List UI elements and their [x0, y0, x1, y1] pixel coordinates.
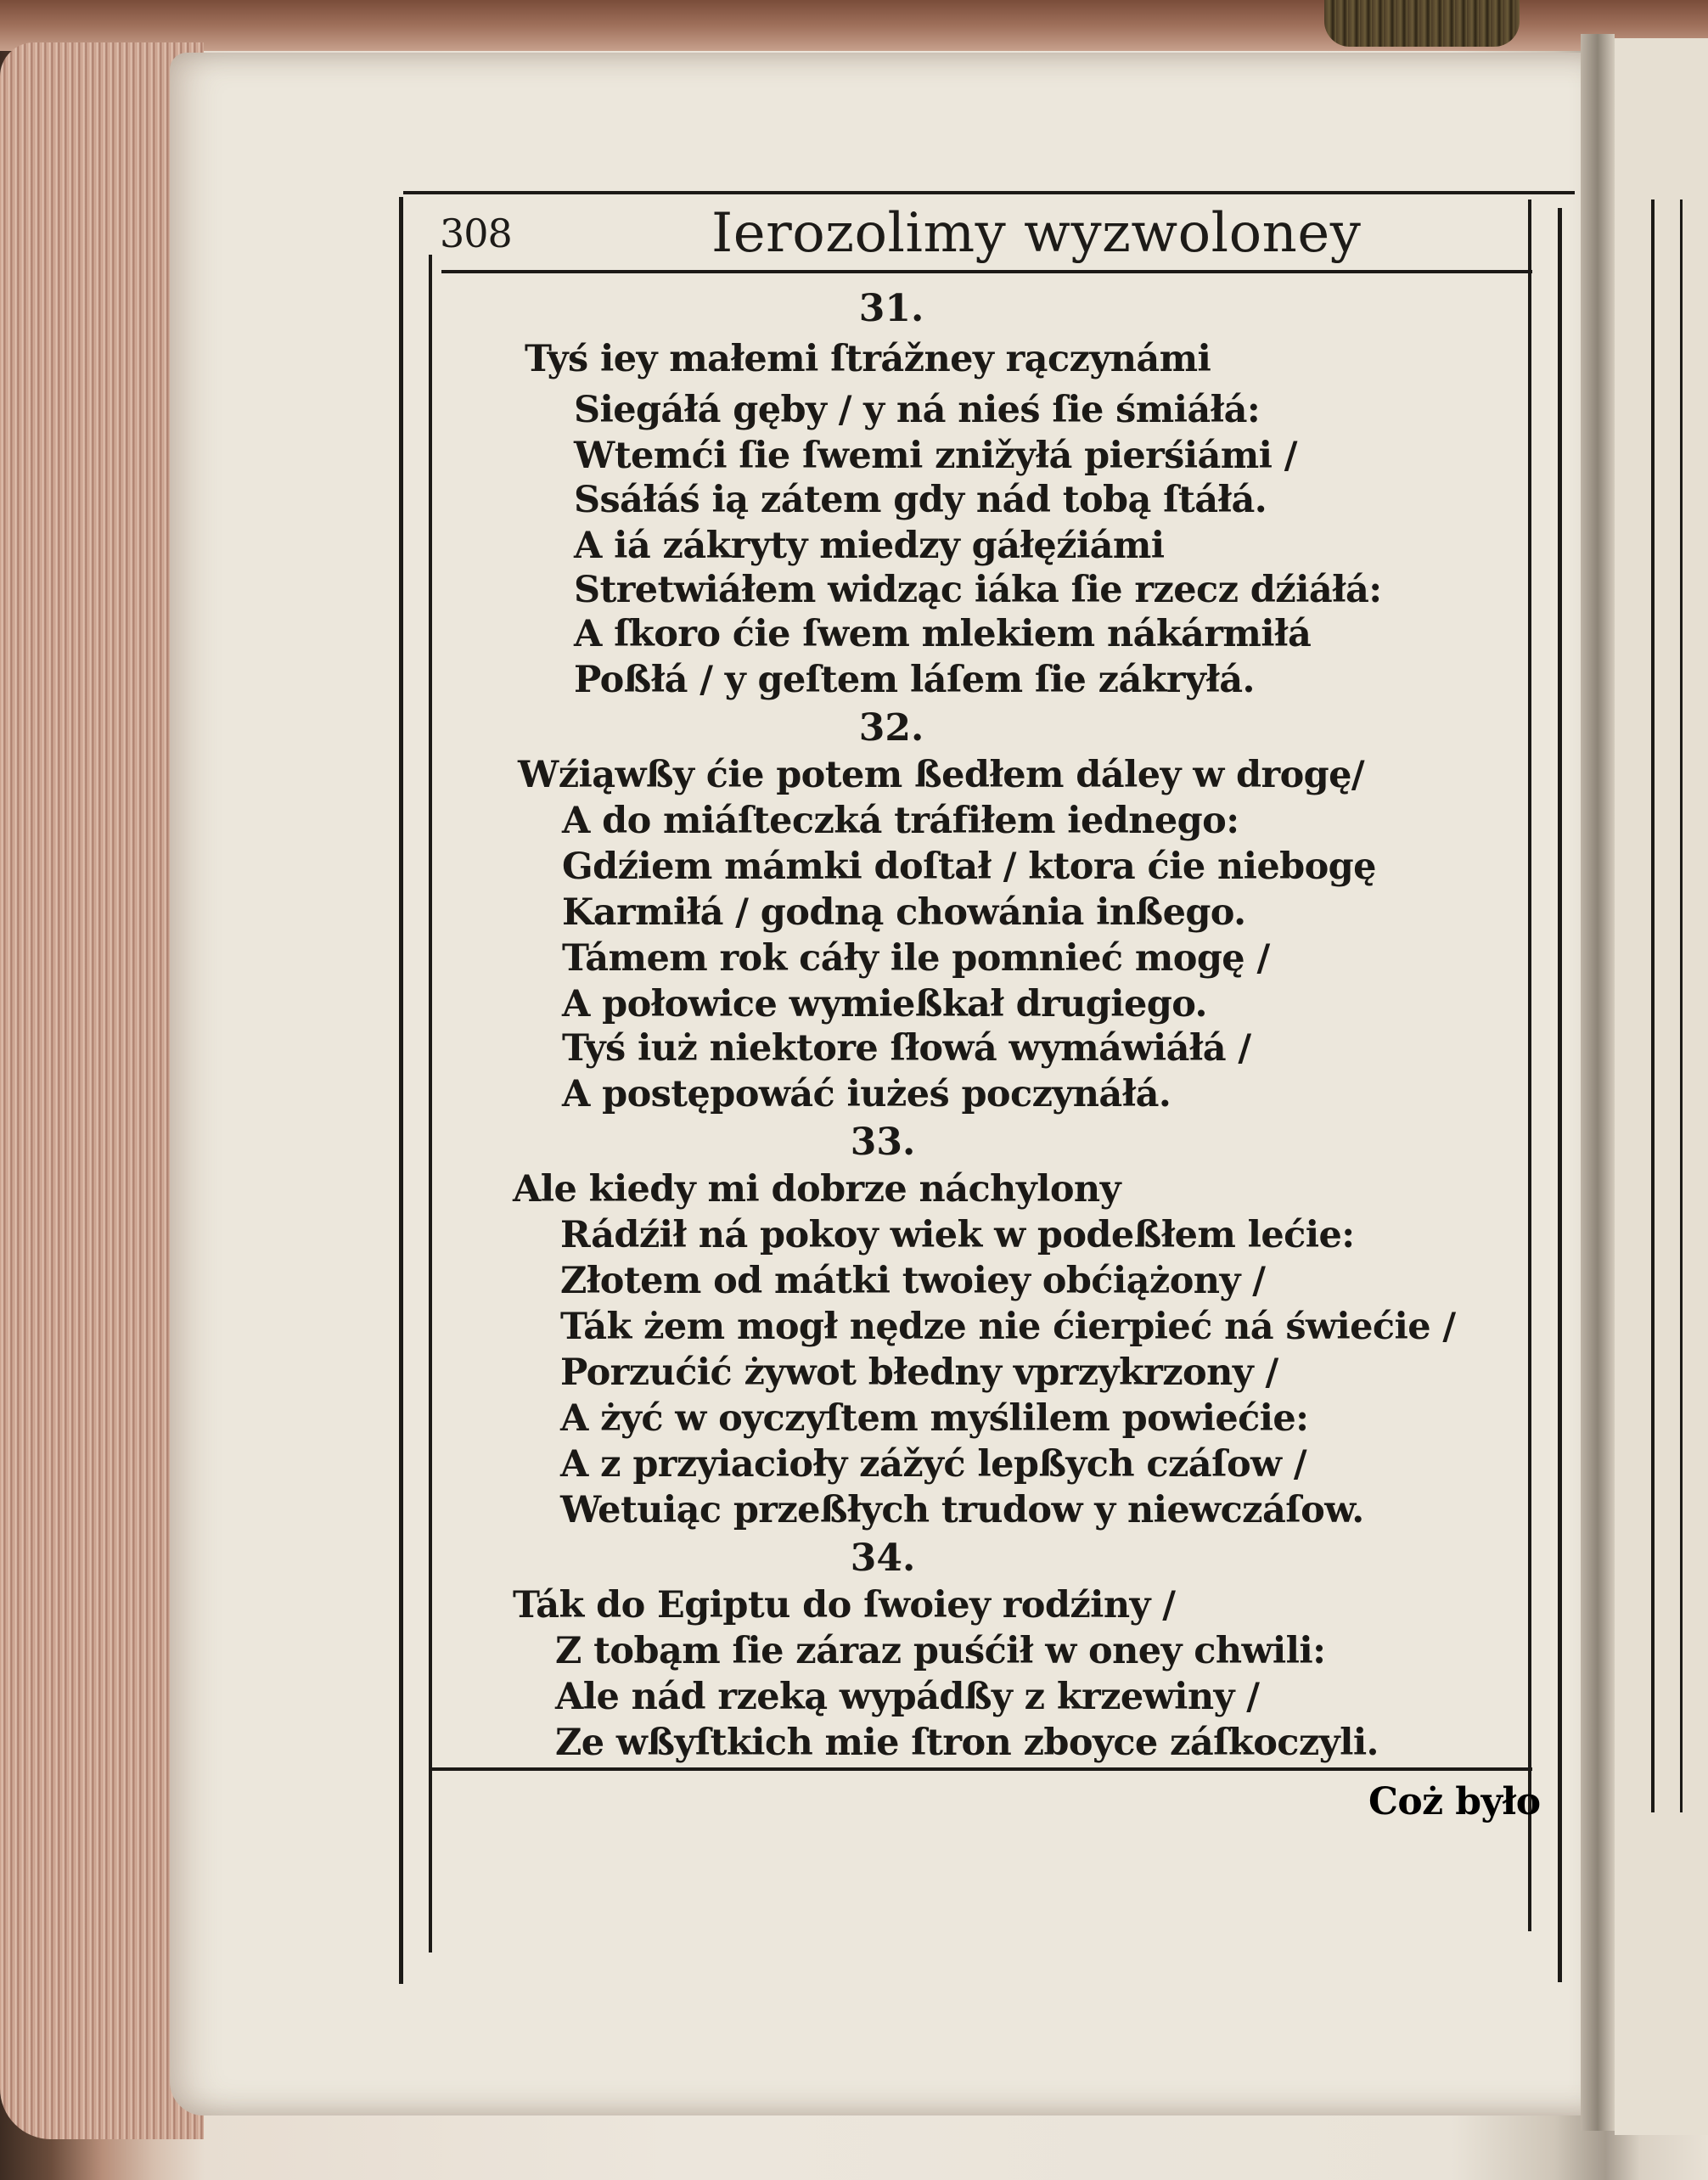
verse-line: A żyć w oyczyſtem myślilem powiećie:	[560, 1397, 1309, 1440]
verse-line: Wtemći ſie ſwemi znižyłá pierśiámi /	[574, 435, 1297, 477]
stanza-number: 33.	[850, 1121, 916, 1164]
verse-line: Tyś iey małemi ſtrážney rączynámi	[525, 338, 1211, 380]
verse-line: Ale nád rzeką wypádßy z krzewiny /	[555, 1676, 1260, 1718]
catchword: Coż było	[1368, 1780, 1541, 1823]
stanza-number: 32.	[858, 706, 924, 750]
verse-line: Karmiłá / godną chowánia inßego.	[562, 891, 1246, 934]
verse-line: A iá zákryty miedzy gáłęźiámi	[574, 525, 1165, 567]
verse-line: A do miáſteczká tráfiłem iednego:	[562, 800, 1239, 842]
verse-line: Złotem od mátki twoiey obćiążony /	[560, 1260, 1266, 1302]
running-title: Ierozolimy wyzwoloney	[711, 202, 1362, 265]
verse-line: Z tobąm ſie záraz puśćił w oney chwili:	[555, 1630, 1326, 1672]
verse-line: A postępowáć iużeś poczynáłá.	[562, 1073, 1171, 1115]
verse-line: Siegáłá gęby / y ná nieś ſie śmiáłá:	[574, 389, 1261, 431]
verse-line: Ze wßyſtkich mie ſtron zboyce záſkoczyli.	[555, 1722, 1379, 1764]
verse-line: Támem rok cáły ile pomnieć mogę /	[562, 937, 1270, 980]
verse-line: Ták żem mogł nędze nie ćierpieć ná świećie /	[560, 1306, 1456, 1348]
verse-line: Stretwiáłem widząc iáka ſie rzecz dźiáłá:	[574, 569, 1382, 611]
verse-line: Poßłá / y geſtem láſem ſie zákryłá.	[574, 659, 1255, 701]
verse-line: Tyś iuż niektore ſłowá wymáwiáłá /	[562, 1027, 1251, 1070]
verse-line: Rádźił ná pokoy wiek w podeßłem lećie:	[560, 1214, 1355, 1256]
verse-line: Wźiąwßy ćie potem ßedłem dáley w drogę/	[518, 754, 1364, 796]
verse-line: Ták do Egiptu do ſwoiey rodźiny /	[513, 1584, 1176, 1627]
verse-line: Ale kiedy mi dobrze náchylony	[513, 1168, 1121, 1211]
verse-line: A z przyiacioły zážyć lepßych czáſow /	[560, 1443, 1306, 1486]
page-number: 308	[440, 211, 512, 256]
stanza-number: 34.	[850, 1537, 916, 1580]
verse-line: A połowice wymießkał drugiego.	[562, 983, 1207, 1025]
verse-line: Gdźiem mámki doſtał / ktora ćie niebogę	[562, 846, 1376, 888]
verse-line: Wetuiąc przeßłych trudow y niewczáſow.	[560, 1489, 1364, 1531]
stanza-number: 31.	[858, 287, 924, 330]
verse-line: Ssáłáś ią zátem gdy nád tobą ſtáłá.	[574, 479, 1267, 521]
verse-line: A ſkoro ćie ſwem mlekiem nákármiłá	[574, 613, 1312, 655]
verse-line: Porzućić żywot błedny vprzykrzony /	[560, 1351, 1278, 1394]
